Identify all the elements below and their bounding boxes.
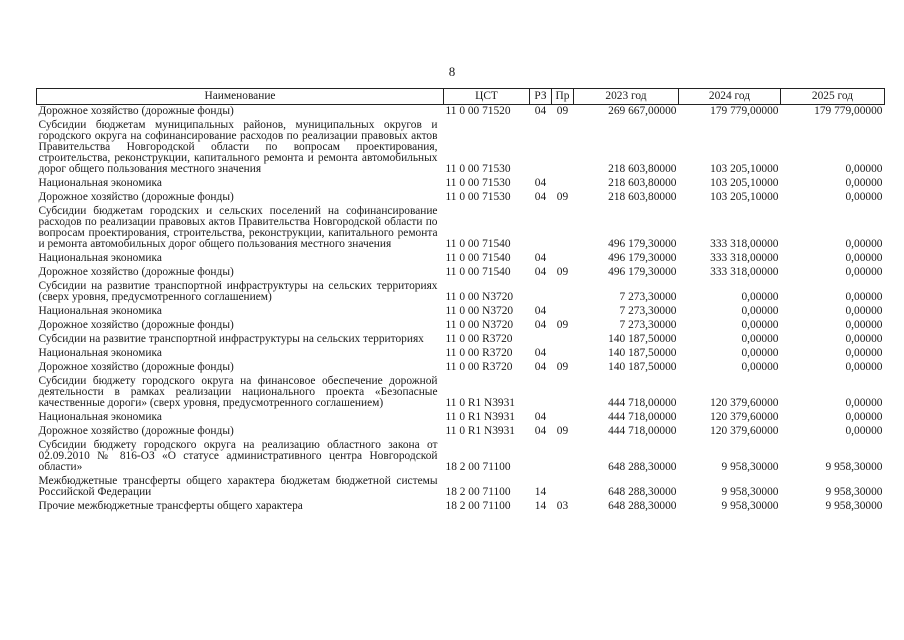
row-pr: [552, 411, 574, 425]
row-2023: 648 288,30000: [608, 486, 677, 498]
row-2024: 9 958,30000: [721, 486, 779, 498]
header-pr: Пр: [552, 89, 574, 105]
row-2023: 140 187,50000: [608, 333, 677, 345]
row-2023: 218 603,80000: [608, 191, 677, 203]
row-name: Дорожное хозяйство (дорожные фонды): [38, 266, 234, 278]
budget-table: [36, 88, 885, 514]
row-name: Дорожное хозяйство (дорожные фонды): [38, 319, 234, 331]
header-cst: ЦСТ: [444, 89, 530, 105]
row-pr: [552, 280, 574, 305]
table-body: [37, 105, 885, 515]
row-2024: 179 779,00000: [710, 105, 779, 117]
row-name: Субсидии бюджету городского округа на финансовое обеспечение дорожной деятельности в рамках реализации национального проекта «Безопасные качественные дороги» (сверх уровня, предусмотренного соглашением): [38, 375, 438, 409]
row-2025: 9 958,30000: [825, 500, 883, 512]
row-cst: 11 0 00 N3720: [445, 319, 514, 331]
table-row: [37, 105, 885, 120]
row-rz: [530, 439, 552, 475]
row-pr: [552, 252, 574, 266]
row-pr: [552, 205, 574, 252]
row-cst: 18 2 00 71100: [445, 486, 511, 498]
row-rz: 04: [534, 425, 547, 437]
row-2023: 140 187,50000: [608, 361, 677, 373]
row-cst: 18 2 00 71100: [445, 461, 511, 473]
row-cst: 11 0 00 71540: [445, 252, 511, 264]
row-2025: 0,00000: [845, 305, 883, 317]
row-2024: 0,00000: [741, 333, 779, 345]
table-row: [37, 205, 885, 252]
row-cst: 11 0 00 N3720: [445, 305, 514, 317]
row-cst: 11 0 00 N3720: [445, 291, 514, 303]
row-name: Межбюджетные трансферты общего характера бюджетам бюджетной системы Российской Федерации: [38, 475, 438, 498]
row-rz: 04: [534, 347, 547, 359]
row-2025: 0,00000: [845, 411, 883, 423]
row-name: Прочие межбюджетные трансферты общего характера: [38, 500, 303, 512]
row-pr: 09: [556, 425, 569, 437]
row-2023: 140 187,50000: [608, 347, 677, 359]
header-name: Наименование: [37, 89, 444, 105]
row-name: Национальная экономика: [38, 347, 162, 359]
row-name: Национальная экономика: [38, 305, 162, 317]
row-2025: 0,00000: [845, 425, 883, 437]
row-2024: 103 205,10000: [710, 191, 779, 203]
row-name: Субсидии на развитие транспортной инфраструктуры на сельских территориях (сверх уровня, предусмотренного соглашением): [38, 280, 438, 303]
row-pr: [552, 375, 574, 411]
row-2024: 103 205,10000: [710, 163, 779, 175]
table-row: [37, 252, 885, 266]
row-2024: 120 379,60000: [710, 397, 779, 409]
row-2024: 0,00000: [741, 305, 779, 317]
row-2025: 0,00000: [845, 191, 883, 203]
table-header: [37, 89, 885, 105]
row-2024: 9 958,30000: [721, 461, 779, 473]
row-2023: 218 603,80000: [608, 163, 677, 175]
row-pr: [552, 347, 574, 361]
row-2024: 0,00000: [741, 361, 779, 373]
row-pr: 09: [556, 105, 569, 117]
row-name: Национальная экономика: [38, 177, 162, 189]
row-2024: 333 318,00000: [710, 238, 779, 250]
table-row: [37, 319, 885, 333]
row-2025: 0,00000: [845, 347, 883, 359]
header-2025: 2025 год: [781, 89, 885, 105]
row-name: Национальная экономика: [38, 252, 162, 264]
row-rz: 04: [534, 177, 547, 189]
row-name: Дорожное хозяйство (дорожные фонды): [38, 425, 234, 437]
row-2023: 7 273,30000: [619, 305, 677, 317]
row-2023: 7 273,30000: [619, 291, 677, 303]
table-row: [37, 333, 885, 347]
row-2024: 0,00000: [741, 347, 779, 359]
row-name: Субсидии на развитие транспортной инфраструктуры на сельских территориях: [38, 333, 424, 345]
row-2025: 0,00000: [845, 291, 883, 303]
row-2023: 444 718,00000: [608, 425, 677, 437]
row-2024: 120 379,60000: [710, 425, 779, 437]
row-rz: [530, 205, 552, 252]
row-pr: [552, 119, 574, 177]
table-row: [37, 361, 885, 375]
row-2024: 120 379,60000: [710, 411, 779, 423]
row-2023: 496 179,30000: [608, 238, 677, 250]
row-2025: 9 958,30000: [825, 461, 883, 473]
row-name: Субсидии бюджетам городских и сельских поселений на софинансирование расходов по реализации правовых актов Правительства Новгородской области по вопросам проектирования, строительства, реконструкции, капитального ремонта и ремонта автомобильных дорог общего пользования местного значения: [38, 205, 438, 250]
row-cst: 11 0 00 71520: [445, 105, 511, 117]
row-2025: 0,00000: [845, 333, 883, 345]
table-row: [37, 347, 885, 361]
row-name: Дорожное хозяйство (дорожные фонды): [38, 361, 234, 373]
row-2025: 0,00000: [845, 319, 883, 331]
row-name: Национальная экономика: [38, 411, 162, 423]
row-pr: [552, 305, 574, 319]
row-cst: 11 0 R1 N3931: [445, 425, 516, 437]
row-name: Субсидии бюджету городского округа на реализацию областного закона от 02.09.2010 № 816-ОЗ «О статусе административного центра Новгородской области»: [38, 439, 438, 473]
row-rz: [530, 280, 552, 305]
row-rz: 04: [534, 411, 547, 423]
row-cst: 11 0 00 71530: [445, 191, 511, 203]
row-2025: 0,00000: [845, 238, 883, 250]
row-pr: [552, 177, 574, 191]
row-rz: 04: [534, 105, 547, 117]
row-cst: 11 0 00 R3720: [445, 347, 513, 359]
row-2023: 7 273,30000: [619, 319, 677, 331]
row-pr: 09: [556, 361, 569, 373]
row-rz: 04: [534, 266, 547, 278]
header-rz: РЗ: [530, 89, 552, 105]
row-name: Дорожное хозяйство (дорожные фонды): [38, 191, 234, 203]
row-cst: 11 0 00 71540: [445, 266, 511, 278]
table-row: [37, 177, 885, 191]
table-row: [37, 191, 885, 205]
row-2024: 103 205,10000: [710, 177, 779, 189]
row-2025: 0,00000: [845, 252, 883, 264]
row-pr: 03: [556, 500, 569, 512]
header-2023: 2023 год: [574, 89, 679, 105]
row-name: Дорожное хозяйство (дорожные фонды): [38, 105, 234, 117]
table-row: [37, 500, 885, 514]
row-2023: 444 718,00000: [608, 411, 677, 423]
row-rz: [530, 375, 552, 411]
page-number: 8: [448, 64, 456, 79]
table-row: [37, 375, 885, 411]
row-pr: 09: [556, 266, 569, 278]
row-2024: 333 318,00000: [710, 252, 779, 264]
row-rz: 04: [534, 305, 547, 317]
row-2025: 179 779,00000: [814, 105, 883, 117]
row-2024: 0,00000: [741, 319, 779, 331]
row-2025: 0,00000: [845, 177, 883, 189]
row-2025: 0,00000: [845, 266, 883, 278]
table-row: [37, 439, 885, 475]
row-2025: 0,00000: [845, 397, 883, 409]
row-rz: [530, 119, 552, 177]
row-2024: 0,00000: [741, 291, 779, 303]
row-rz: 04: [534, 361, 547, 373]
row-2024: 9 958,30000: [721, 500, 779, 512]
row-rz: 04: [534, 252, 547, 264]
table-row: [37, 425, 885, 439]
row-rz: 14: [534, 486, 547, 498]
row-2023: 648 288,30000: [608, 500, 677, 512]
table-row: [37, 119, 885, 177]
row-2025: 0,00000: [845, 163, 883, 175]
row-cst: 18 2 00 71100: [445, 500, 511, 512]
table-row: [37, 305, 885, 319]
row-2023: 496 179,30000: [608, 252, 677, 264]
row-2023: 648 288,30000: [608, 461, 677, 473]
row-pr: [552, 475, 574, 500]
row-rz: [530, 333, 552, 347]
row-2025: 9 958,30000: [825, 486, 883, 498]
row-rz: 14: [534, 500, 547, 512]
row-pr: 09: [556, 319, 569, 331]
row-2024: 333 318,00000: [710, 266, 779, 278]
table-row: [37, 280, 885, 305]
row-name: Субсидии бюджетам муниципальных районов, муниципальных округов и городского округа на софинансирование расходов по реализации правовых актов Правительства Новгородской области по вопросам проектирования, строительства, реконструкции, капитального ремонта и ремонта автомобильных дорог общего пользования местного значения: [38, 119, 438, 175]
row-rz: 04: [534, 319, 547, 331]
row-rz: 04: [534, 191, 547, 203]
table-row: [37, 411, 885, 425]
row-2023: 496 179,30000: [608, 266, 677, 278]
row-cst: 11 0 00 71530: [445, 177, 511, 189]
row-2025: 0,00000: [845, 361, 883, 373]
row-cst: 11 0 00 71530: [445, 163, 511, 175]
row-2023: 218 603,80000: [608, 177, 677, 189]
header-2024: 2024 год: [679, 89, 781, 105]
row-pr: 09: [556, 191, 569, 203]
row-cst: 11 0 R1 N3931: [445, 411, 516, 423]
row-cst: 11 0 00 R3720: [445, 333, 513, 345]
row-cst: 11 0 00 71540: [445, 238, 511, 250]
row-pr: [552, 439, 574, 475]
row-cst: 11 0 R1 N3931: [445, 397, 516, 409]
row-pr: [552, 333, 574, 347]
row-2023: 269 667,00000: [608, 105, 677, 117]
table-row: [37, 266, 885, 280]
table-row: [37, 475, 885, 500]
row-2023: 444 718,00000: [608, 397, 677, 409]
row-cst: 11 0 00 R3720: [445, 361, 513, 373]
